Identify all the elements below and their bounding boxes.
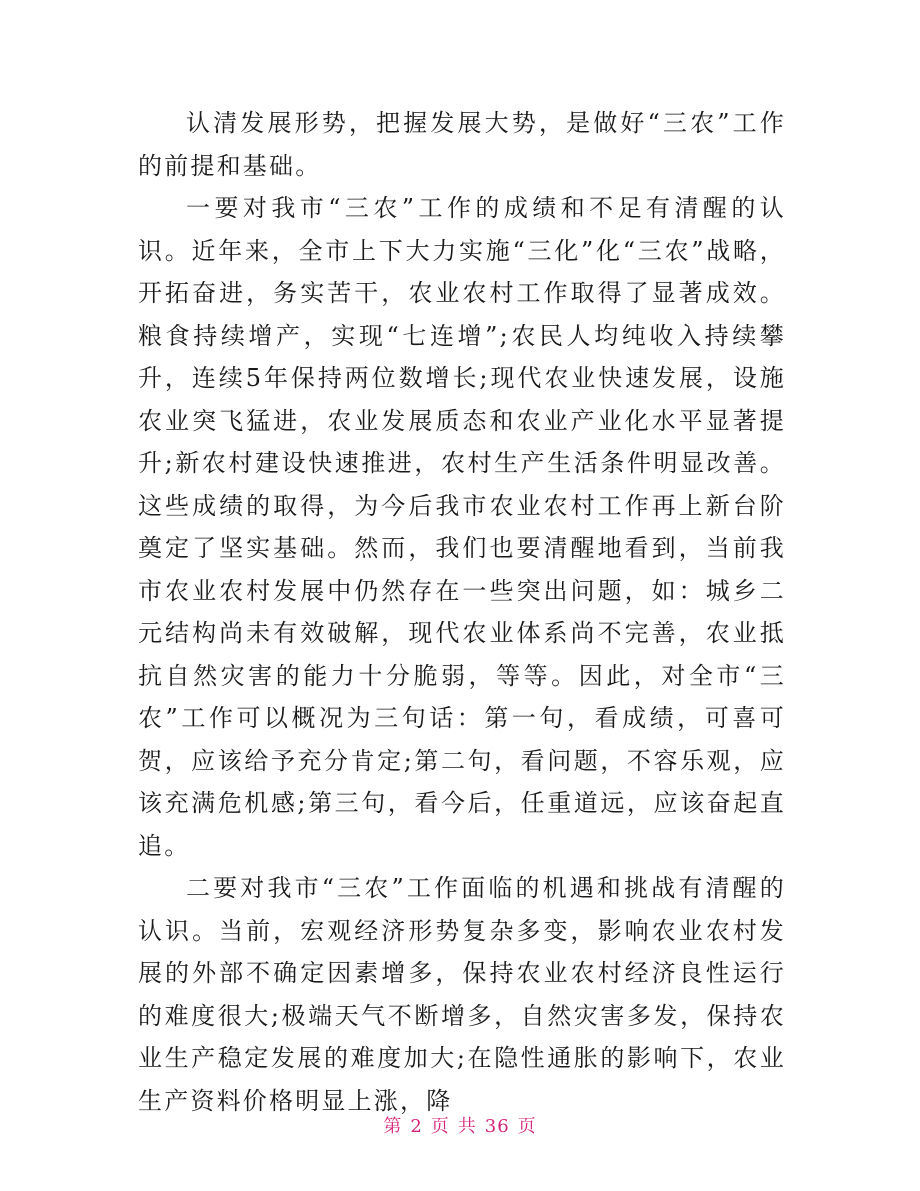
footer-suffix: 页 [517, 1116, 537, 1137]
footer-total-pages: 36 [484, 1116, 510, 1137]
document-body [138, 102, 786, 1122]
footer-page-number: 2 [410, 1116, 423, 1137]
footer-page-label: 页 [430, 1116, 450, 1137]
footer-total-label: 共 [457, 1116, 477, 1137]
paragraph-1: 认清发展形势，把握发展大势，是做好“三农”工作的前提和基础。 [138, 109, 786, 180]
footer-prefix: 第 [383, 1116, 403, 1137]
paragraph-2: 一要对我市“三农”工作的成绩和不足有清醒的认识。近年来，全市上下大力实施“三化”化“三农”战略，开拓奋进，务实苦干，农业农村工作取得了显著成效。粮食持续增产，实现“七连增”;农民人均纯收入持续攀升，连续5年保持两位数增长;现代农业快速发展，设施农业突飞猛进，农业发展质态和农业产业化水平显著提升;新农村建设快速推进，农村生产生活条件明显改善。这些成绩的取得，为今后我市农业农村工作再上新台阶奠定了坚实基础。然而，我们也要清醒地看到，当前我市农业农村发展中仍然存在一些突出问题，如：城乡二元结构尚未有效破解，现代农业体系尚不完善，农业抵抗自然灾害的能力十分脆弱，等等。因此，对全市“三农”工作可以概况为三句话：第一句，看成绩，可喜可贺，应该给予充分肯定;第二句，看问题，不容乐观，应该充满危机感;第三句，看今后，任重道远，应该奋起直追。 [138, 194, 786, 860]
paragraph-3: 二要对我市“三农”工作面临的机遇和挑战有清醒的认识。当前，宏观经济形势复杂多变，影响农业农村发展的外部不确定因素增多，保持农业农村经济良性运行的难度很大;极端天气不断增多，自然灾害多发，保持农业生产稳定发展的难度加大;在隐性通胀的影响下，农业生产资料价格明显上涨，降 [138, 874, 786, 1115]
page-footer [0, 1112, 920, 1138]
